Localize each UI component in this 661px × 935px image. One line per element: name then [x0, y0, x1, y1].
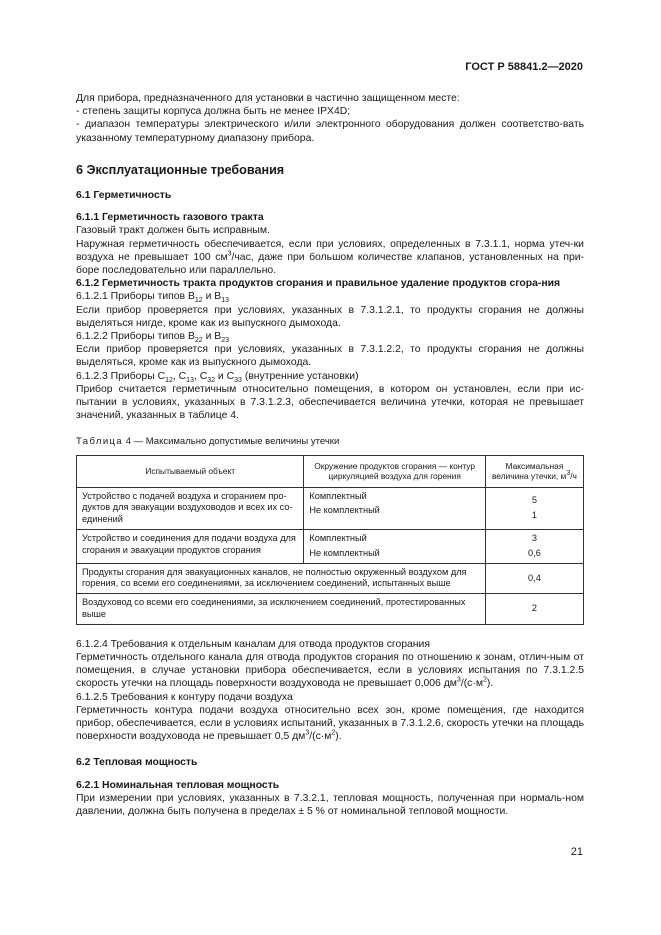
section-6-1-2-1-title: 6.1.2.1 Приборы типов $В_{12}$ и $В_{13}$	[76, 291, 229, 305]
page-number: 21	[570, 846, 583, 858]
table-4	[76, 455, 584, 625]
section-6-2-title: 6.2 Тепловая мощность	[76, 757, 198, 769]
section-6-1-1-text-1: Газовый тракт должен быть исправным.	[76, 225, 270, 237]
table-row	[77, 487, 584, 529]
section-6-2-1-text: При измерении при условиях, указанных в 7.3.2.1, тепловая мощность, полученная при нормаль-ном давлении, должна быть получена в пределах ± 5 % от номинальной тепловой мощности.	[76, 792, 584, 818]
section-6-1-2-3-title: 6.1.2.3 Приборы $С_{12}$, $С_{13}$, $С_{32}$ и $С_{33}$ (внутренние установки)	[76, 370, 359, 384]
table-header-environment: Окружение продуктов сгорания — контур циркуляцией воздуха для горения	[304, 455, 486, 487]
section-6-2-1-title: 6.2.1 Номинальная тепловая мощность	[76, 779, 280, 791]
table-row	[77, 530, 584, 564]
table-cell-object: Продукты сгорания для эвакуационных каналов, не полностью окруженный воздухом для горения, со всеми его соединениями, за исключением соединений, испытанных выше	[77, 563, 486, 594]
intro-bullet-2: - диапазон температуры электрического и/или электронного оборудования должен соответство-вать указанному температурному диапазону прибора.	[76, 119, 584, 144]
intro-paragraph: Для прибора, предназначенного для установки в частично защищенном месте:	[76, 93, 460, 104]
section-6-1-2-5-text: Герметичность контура подачи воздуха относительно всех зон, кроме помещения, где находится прибор, обеспечивается, если в условиях испытаний, указанных в 7.3.1.2.6, скорость утечки на площадь поверхности воздуховода не превышает 0,5 $дм^3/(с\cdot м^2)$.	[76, 704, 584, 743]
table-header-max-leak: Максимальная величина утечки, $м^3/ч$	[485, 455, 583, 487]
section-6-1-1-title: 6.1.1 Герметичность газового тракта	[76, 212, 264, 224]
table-header-object: Испытываемый объект	[77, 455, 304, 487]
section-6-1-2-4-title: 6.1.2.4 Требования к отдельным каналам для отвода продуктов сгорания	[76, 638, 430, 650]
table-cell-object: Устройство с подачей воздуха и сгоранием про-дуктов для эвакуации воздуховодов и всех их со-единений	[77, 487, 304, 529]
table-cell-value: 2	[485, 594, 583, 625]
table-header-row	[77, 455, 584, 487]
table-cell-value: 3 0,6	[485, 530, 583, 564]
table-cell-object: Воздуховод со всеми его соединениями, за исключением соединений, протестированных выше	[77, 594, 486, 625]
section-6-1-1-text-2: Наружная герметичность обеспечивается, если при условиях, определенных в 7.3.1.1, норма утеч-ки воздуха не превышает 100 $см^3$/час, даже при большом количестве клапанов, установленных на при-боре последовательно или параллельно.	[76, 238, 584, 277]
table-cell-value: 0,4	[485, 563, 583, 594]
intro-bullet-1: - степень защиты корпуса должна быть не менее IPX4D;	[76, 106, 351, 118]
section-6-1-2-2-title: 6.1.2.2 Приборы типов $В_{22}$ и $В_{23}$	[76, 331, 229, 345]
document-code: ГОСТ Р 58841.2—2020	[465, 61, 583, 73]
table-cell-environment: Комплектный Не комплектный	[304, 487, 486, 529]
section-6-1-title: 6.1 Герметичность	[76, 190, 172, 202]
table-row	[77, 594, 584, 625]
table-cell-environment: Комплектный Не комплектный	[304, 530, 486, 564]
table-4-caption: Таблица 4 — Максимально допустимые величины утечки	[76, 436, 340, 448]
table-cell-object: Устройство и соединения для подачи воздуха для сгорания и эвакуации продуктов сгорания	[77, 530, 304, 564]
section-6-1-2-2-text: Если прибор проверяется при условиях, указанных в 7.3.1.2.2, то продукты сгорания не должны выделяться, кроме как из выпускного дымохода.	[76, 344, 584, 369]
table-cell-value: 5 1	[485, 487, 583, 529]
section-6-1-2-title: 6.1.2 Герметичность тракта продуктов сгорания и правильное удаление продуктов сгора-ния	[76, 278, 561, 290]
section-6-1-2-1-text: Если прибор проверяется при условиях, указанных в 7.3.1.2.1, то продукты сгорания не должны выделяться нигде, кроме как из выпускного дымохода.	[76, 304, 584, 329]
section-6-1-2-3-text: Прибор считается герметичным относительно помещения, в котором он установлен, если при ис-пытании в условиях, указанных в 7.3.1.2.3, обеспечивается величина утечки, которая не превышает значений, указанных в таблице 4.	[76, 383, 584, 422]
section-6-1-2-4-text: Герметичность отдельного канала для отвода продуктов сгорания по отношению к зонам, отлич-ным от помещения, в случае установки прибора обеспечивается, если в условиях испытания по 7.3.1.2.5 скорость утечки на площадь поверхности воздуховода не превышает 0,006 $дм^3/(с\cdot м^2)$.	[76, 652, 584, 690]
table-row	[77, 563, 584, 594]
page-content	[76, 92, 584, 818]
section-6-1-2-5-title: 6.1.2.5 Требования к контуру подачи воздуха	[76, 691, 293, 703]
section-6-title: 6 Эксплуатационные требования	[76, 162, 285, 177]
